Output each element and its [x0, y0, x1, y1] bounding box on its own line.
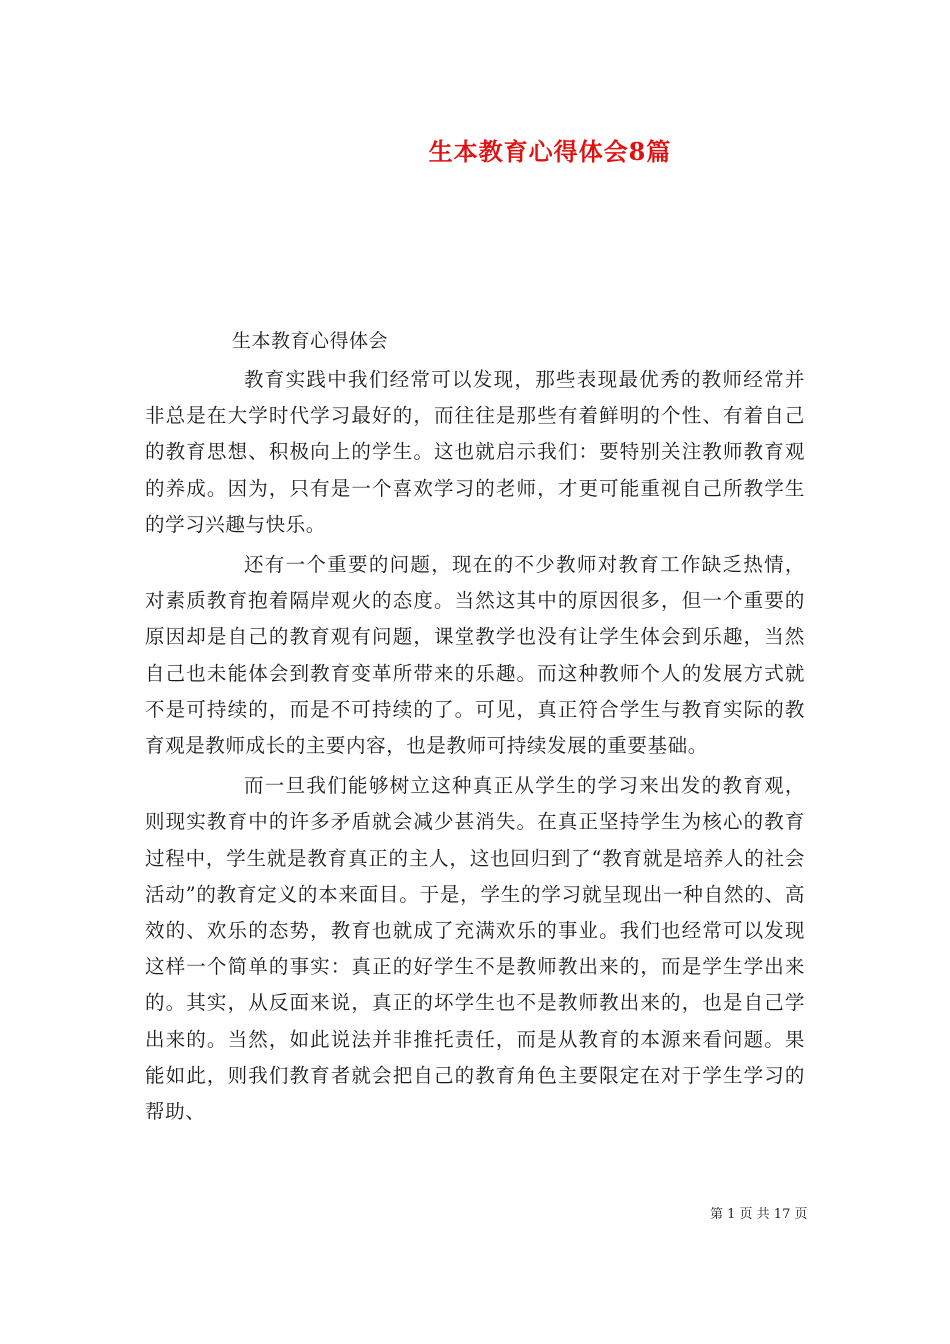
- paragraph-1: 教育实践中我们经常可以发现，那些表现最优秀的教师经常并非总是在大学时代学习最好的，而往往是那些有着鲜明的个性、有着自己的教育思想、积极向上的学生。这也就启示我们：要特别关注教师教育观的养成。因为，只有是一个喜欢学习的老师，才更可能重视自己所教学生的学习兴趣与快乐。: [145, 368, 805, 536]
- document-body: [145, 362, 805, 1134]
- section-subtitle: 生本教育心得体会: [232, 330, 389, 352]
- paragraph-3: 而一旦我们能够树立这种真正从学生的学习来出发的教育观，则现实教育中的许多矛盾就会减少甚消失。在真正坚持学生为核心的教育过程中，学生就是教育真正的主人，这也回归到了“教育就是培养人的社会活动”的教育定义的本来面目。于是，学生的学习就呈现出一种自然的、高效的、欢乐的态势，教育也就成了充满欢乐的事业。我们也经常可以发现这样一个简单的事实：真正的好学生不是教师教出来的，而是学生学出来的。其实，从反面来说，真正的坏学生也不是教师教出来的，也是自己学出来的。当然，如此说法并非推托责任，而是从教育的本源来看问题。果能如此，则我们教育者就会把自己的教育角色主要限定在对于学生学习的帮助、: [145, 774, 805, 1124]
- page-footer: 第 1 页 共 17 页: [710, 1207, 808, 1222]
- paragraph-2: 还有一个重要的问题，现在的不少教师对教育工作缺乏热情，对素质教育抱着隔岸观火的态度。当然这其中的原因很多，但一个重要的原因却是自己的教育观有问题，课堂教学也没有让学生体会到乐趣，当然自己也未能体会到教育变革所带来的乐趣。而这种教师个人的发展方式就不是可持续的，而是不可持续的了。可见，真正符合学生与教育实际的教育观是教师成长的主要内容，也是教师可持续发展的重要基础。: [145, 553, 805, 758]
- document-title: 生本教育心得体会8篇: [428, 137, 672, 166]
